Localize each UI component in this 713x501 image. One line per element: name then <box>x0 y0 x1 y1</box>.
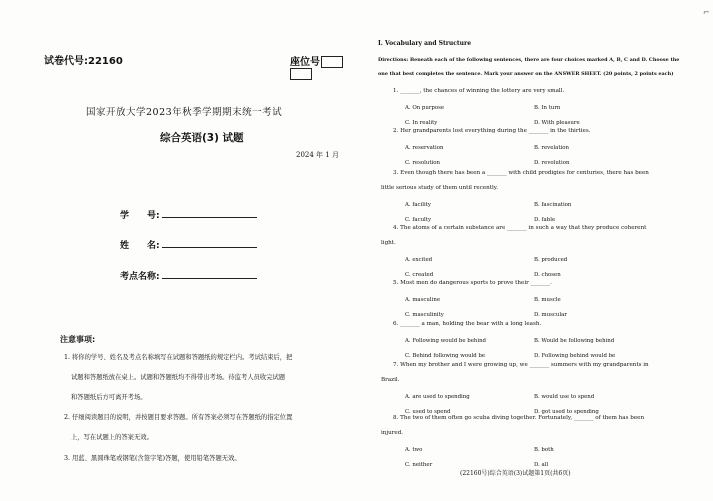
answer-option: C. created <box>405 272 434 278</box>
answer-option: C. resolution <box>405 160 440 166</box>
question-stem: 6. _______ a man, holding the bear with a long leash. <box>393 321 542 327</box>
note-line: 1. 将你的学号、姓名及考点名称填写在试题和答题纸的规定栏内。考试结束后，把 <box>64 354 293 361</box>
answer-option: A. On purpose <box>405 105 445 111</box>
question-stem: 2. Her grandparents lost everything during the _______ in the thirties. <box>393 128 591 134</box>
answer-option: C. faculty <box>405 217 431 223</box>
questions-half <box>378 40 688 81</box>
answer-option: A. masculine <box>405 297 441 303</box>
name-field <box>120 238 257 251</box>
question-stem: 4. The atoms of a certain substance are _______ in such a way that they produce coherent <box>393 225 647 231</box>
field-label: 考点名称: <box>120 272 160 282</box>
note-line: 3. 用蓝、黑圆珠笔或钢笔(含签字笔)答题，使用铅笔答题无效。 <box>64 455 241 462</box>
exam-site-field <box>120 269 257 282</box>
answer-option: D. With pleasure <box>534 120 580 126</box>
answer-option: D. muscular <box>534 312 567 318</box>
question-stem: 8. The two of them often go scuba diving together. Fortunately, _______ of them has been <box>393 415 645 421</box>
answer-option: B. revelation <box>534 145 569 151</box>
corner-mark: ⌐ <box>703 8 710 17</box>
seat-label: 座位号 <box>290 57 320 68</box>
question-stem: 3. Even though there has been a _______ with child prodigies for centuries, there has been <box>393 170 649 176</box>
question-stem: 1. _______, the chances of winning the lottery are very small. <box>393 88 565 94</box>
question-stem: Brazil. <box>381 377 400 383</box>
note-line: 和答题纸后方可离开考场。 <box>71 394 147 401</box>
subject-title: 综合英语(3) 试题 <box>160 132 244 144</box>
seat-box <box>290 68 312 80</box>
student-id-field <box>120 208 257 221</box>
directions-line: one that best completes the sentence. Mark your answer on the ANSWER SHEET. (20 points, 2 points each) <box>378 71 674 77</box>
note-line: 2. 仔细阅读题目的说明，并按题目要求答题。所有答案必须写在答题纸的指定位置 <box>64 414 293 421</box>
page-footer: (22160号)综合英语(3)试题第1页(共6页) <box>460 470 571 477</box>
cover-half <box>38 18 353 488</box>
exam-date: 2024 年 1 月 <box>296 151 339 159</box>
answer-option: D. Following behind would be <box>534 353 616 359</box>
answer-option: B. would use to spend <box>534 394 595 400</box>
answer-option: A. reservation <box>405 145 444 151</box>
answer-option: B. muscle <box>534 297 561 303</box>
answer-option: B. both <box>534 447 554 453</box>
answer-option: A. Following would be behind <box>405 338 487 344</box>
answer-option: D. chosen <box>534 272 561 278</box>
answer-option: C. neither <box>405 462 433 468</box>
answer-option: C. used to spend <box>405 409 451 415</box>
note-line: 上，写在试题上的答案无效。 <box>71 434 153 441</box>
note-line: 试题和答题纸放在桌上。试题和答题纸均不得带出考场。待监考人员收完试题 <box>71 374 286 381</box>
fill-line <box>162 209 257 218</box>
answer-option: A. facility <box>405 202 431 208</box>
answer-option: D. fable <box>534 217 556 223</box>
answer-option: B. fascination <box>534 202 572 208</box>
exam-title: 国家开放大学2023年秋季学期期末统一考试 <box>86 107 283 118</box>
fill-line <box>162 270 257 279</box>
field-label: 姓 名: <box>120 241 160 251</box>
answer-option: B. In turn <box>534 105 561 111</box>
answer-option: A. are used to spending <box>405 394 470 400</box>
question-stem: 7. When my brother and I were growing up, we _______ summers with my grandparents in <box>393 362 649 368</box>
section-title: Ⅰ. Vocabulary and Structure <box>378 40 472 47</box>
answer-option: C. Behind following would be <box>405 353 486 359</box>
answer-option: D. all <box>534 462 549 468</box>
answer-option: D. got used to spending <box>534 409 599 415</box>
answer-option: D. revolution <box>534 160 570 166</box>
exam-code: 试卷代号:22160 <box>44 56 123 67</box>
answer-option: C. masculinity <box>405 312 444 318</box>
answer-option: A. two <box>405 447 423 453</box>
question-stem: light. <box>381 240 396 246</box>
fill-line <box>162 239 257 248</box>
answer-option: B. Would be following behind <box>534 338 615 344</box>
question-stem: little serious study of them until recently. <box>381 185 498 191</box>
field-label: 学 号: <box>120 211 160 221</box>
question-stem: injured. <box>381 430 404 436</box>
directions-line: Directions: Beneath each of the following sentences, there are four choices marked A, B, C and D. Choose the <box>378 57 680 63</box>
answer-option: C. In reality <box>405 120 438 126</box>
notes-title: 注意事项: <box>60 335 96 344</box>
answer-option: B. produced <box>534 257 568 263</box>
seat-box <box>321 56 343 68</box>
question-stem: 5. Most men do dangerous sports to prove their _______. <box>393 280 552 286</box>
seat-number <box>290 53 353 80</box>
answer-option: A. excited <box>405 257 433 263</box>
